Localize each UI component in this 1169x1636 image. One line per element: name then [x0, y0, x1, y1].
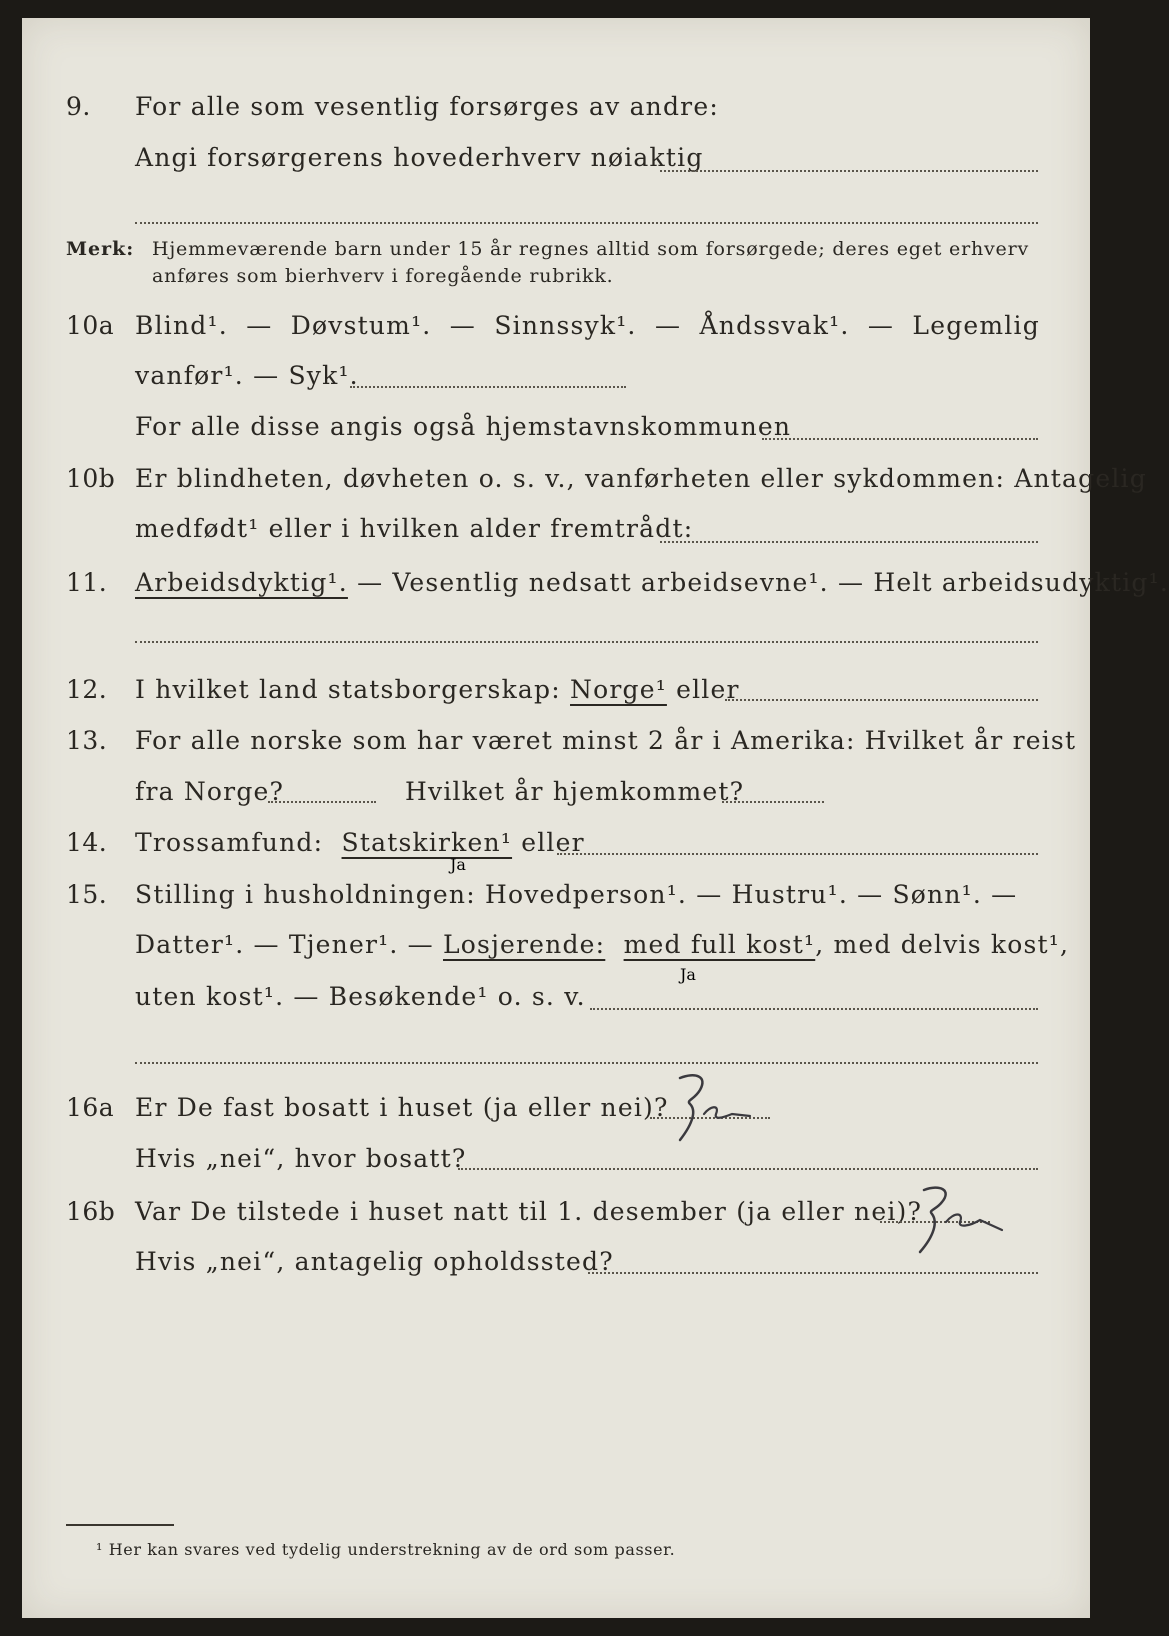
q10a-opt-blind[interactable]: Blind¹.: [135, 311, 228, 340]
q12-line: [135, 675, 740, 704]
q16a-line1: Er De fast bosatt i huset (ja eller nei)?: [135, 1093, 669, 1122]
q10b-line1: Er blindheten, døvheten o. s. v., vanførheten eller sykdommen: Antagelig: [135, 464, 1147, 493]
merk-line2: anføres som bierhverv i foregående rubrikk.: [152, 265, 614, 287]
q15-line2a[interactable]: Datter¹. — Tjener¹. —: [135, 930, 434, 959]
q12-opt-norge[interactable]: Norge¹: [570, 675, 667, 704]
q10a-number: 10a: [66, 311, 115, 340]
q9-line1: For alle som vesentlig forsørges av andre:: [135, 92, 719, 121]
q10a-dash: —: [654, 311, 682, 340]
q12-suffix: eller: [676, 675, 740, 704]
footnote-rule: [66, 1524, 174, 1526]
q11-line: [135, 568, 1169, 597]
q15-answer-line[interactable]: [590, 1008, 1038, 1010]
q13-line1: For alle norske som har været minst 2 år i Amerika: Hvilket år reist: [135, 726, 1077, 755]
q9-answer-line[interactable]: [660, 170, 1038, 172]
q9-line2: Angi forsørgerens hovederhverv nøiaktig: [135, 143, 704, 172]
q16b-line2: Hvis „nei“, antagelig opholdssted?: [135, 1247, 614, 1276]
q15-line2: [135, 930, 1069, 959]
q15-line2d[interactable]: , med delvis kost¹,: [815, 930, 1070, 959]
q15-opt-med-full-kost[interactable]: med full kost¹: [623, 930, 816, 959]
q12-answer-line[interactable]: [725, 699, 1038, 701]
q10a-dash: —: [449, 311, 476, 340]
q10a-opt-andssvak[interactable]: Åndssvak¹.: [699, 311, 850, 340]
q14-suffix: eller: [521, 828, 585, 857]
q16b-opholdssted-line[interactable]: [588, 1272, 1038, 1274]
q11-answer-line[interactable]: [135, 641, 1038, 643]
q14-prefix: Trossamfund:: [135, 828, 324, 857]
merk-label: Merk:: [66, 238, 135, 260]
q14-answer-line[interactable]: [557, 853, 1038, 855]
q16a-number: 16a: [66, 1093, 115, 1122]
q9-answer-line-2[interactable]: [135, 222, 1038, 224]
q11-other-options[interactable]: — Vesentlig nedsatt arbeidsevne¹. — Helt arbeidsudyktig¹.: [357, 568, 1169, 597]
q16b-line1: Var De tilstede i huset natt til 1. desember (ja eller nei)?: [135, 1197, 923, 1226]
q16b-handwritten-answer: [680, 965, 1030, 1260]
q11-opt-arbeidsdyktig[interactable]: Arbeidsdyktig¹.: [135, 568, 348, 597]
q13-reist-line[interactable]: [268, 801, 376, 803]
q10b-number: 10b: [66, 464, 116, 493]
merk-line1: Hjemmeværende barn under 15 år regnes alltid som forsørgede; deres eget erhverv: [152, 238, 1029, 260]
q16a-bosatt-line[interactable]: [458, 1168, 1038, 1170]
q14-line: [135, 828, 585, 857]
q10a-line3: For alle disse angis også hjemstavnskommunen: [135, 412, 792, 441]
q13-line2a: fra Norge?: [135, 777, 285, 806]
q12-prefix: I hvilket land statsborgerskap:: [135, 675, 561, 704]
q10a-answer-line[interactable]: [350, 386, 626, 388]
q10a-line2: vanfør¹. — Syk¹.: [135, 361, 359, 390]
q11-number: 11.: [66, 568, 108, 597]
q13-line2b: Hvilket år hjemkommet?: [405, 777, 745, 806]
q10b-answer-line[interactable]: [660, 541, 1038, 543]
q10a-opt-sinnssyk[interactable]: Sinnssyk¹.: [494, 311, 637, 340]
q10a-dash: —: [246, 311, 273, 340]
q10a-opt-legemlig[interactable]: Legemlig: [912, 311, 1040, 340]
q10a-dash: —: [867, 311, 895, 340]
q16b-number: 16b: [66, 1197, 116, 1226]
q10a-line1: [135, 311, 1040, 340]
footnote: ¹ Her kan svares ved tydelig understrekning av de ord som passer.: [96, 1540, 676, 1559]
q14-opt-statskirken[interactable]: Statskirken¹: [341, 828, 513, 857]
q13-number: 13.: [66, 726, 108, 755]
q16b-answer-text: Ja: [680, 965, 696, 984]
q13-hjemkommet-line[interactable]: [722, 801, 824, 803]
q10b-line2: medfødt¹ eller i hvilken alder fremtrådt:: [135, 514, 694, 543]
q10a-hjemstavn-line[interactable]: [762, 438, 1038, 440]
q15-line3: uten kost¹. — Besøkende¹ o. s. v.: [135, 982, 586, 1011]
q16a-answer-text: Ja: [450, 855, 466, 874]
q15-number: 15.: [66, 880, 108, 909]
q12-number: 12.: [66, 675, 108, 704]
q10a-opt-dovstum[interactable]: Døvstum¹.: [290, 311, 432, 340]
q15-opt-losjerende[interactable]: Losjerende:: [443, 930, 606, 959]
q15-line1: Stilling i husholdningen: Hovedperson¹. — Hustru¹. — Sønn¹. —: [135, 880, 1018, 909]
q16a-line2: Hvis „nei“, hvor bosatt?: [135, 1144, 467, 1173]
q9-number: 9.: [66, 92, 91, 121]
q14-number: 14.: [66, 828, 108, 857]
q15-answer-line-2[interactable]: [135, 1062, 1038, 1064]
